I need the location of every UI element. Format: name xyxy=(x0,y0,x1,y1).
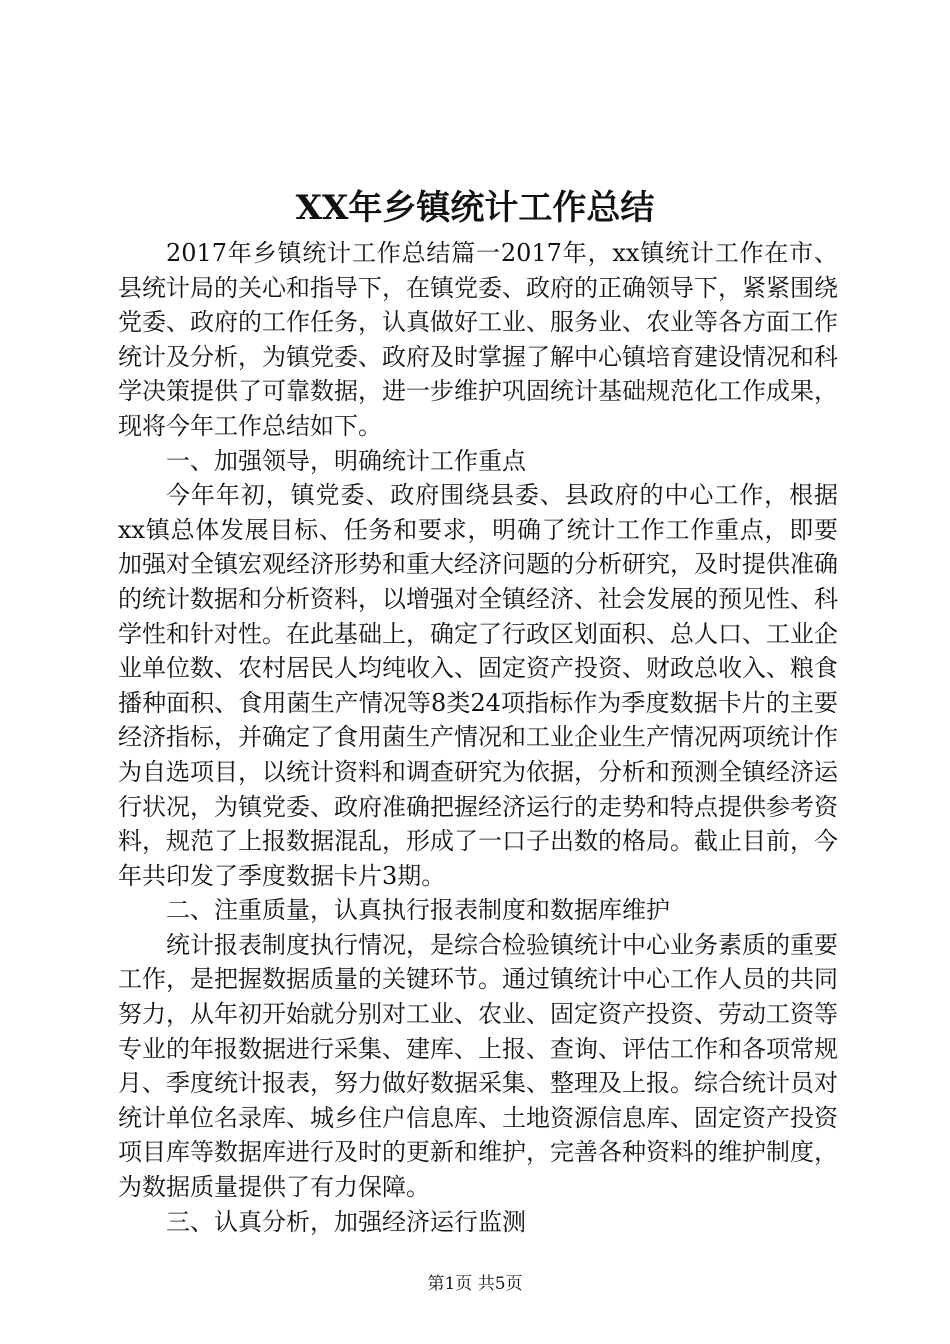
section-heading-2: 二、注重质量，认真执行报表制度和数据库维护 xyxy=(166,896,670,925)
paragraph-section-1: 今年年初，镇党委、政府围绕县委、县政府的中心工作，根据xx镇总体发展目标、任务和要求，明确了统计工作工作重点，即要加强对全镇宏观经济形势和重大经济问题的分析研究，及时提供准确的统计数据和分析资料，以增强对全镇经济、社会发展的预见性、科学性和针对性。在此基础上，确定了行政区划面积、总人口、工业企业单位数、农村居民人均纯收入、固定资产投资、财政总收入、粮食播种面积、食用菌生产情况等8类24项指标作为季度数据卡片的主要经济指标，并确定了食用菌生产情况和工业企业生产情况两项统计作为自选项目，以统计资料和调查研究为依据，分析和预测全镇经济运行状况，为镇党委、政府准确把握经济运行的走势和特点提供参考资料，规范了上报数据混乱，形成了一口子出数的格局。截止目前，今年共印发了季度数据卡片3期。 xyxy=(118,481,838,890)
section-heading-1: 一、加强领导，明确统计工作重点 xyxy=(166,446,526,475)
page-number-footer: 第1页 共5页 xyxy=(427,1274,523,1294)
document-title: XX年乡镇统计工作总结 xyxy=(295,188,655,228)
paragraph-section-2: 统计报表制度执行情况，是综合检验镇统计中心业务素质的重要工作，是把握数据质量的关键环节。通过镇统计中心工作人员的共同努力，从年初开始就分别对工业、农业、固定资产投资、劳动工资等专业的年报数据进行采集、建库、上报、查询、评估工作和各项常规月、季度统计报表，努力做好数据采集、整理及上报。综合统计员对统计单位名录库、城乡住户信息库、土地资源信息库、固定资产投资项目库等数据库进行及时的更新和维护，完善各种资料的维护制度，为数据质量提供了有力保障。 xyxy=(118,930,838,1202)
section-heading-3: 三、认真分析，加强经济运行监测 xyxy=(166,1207,526,1236)
document-body xyxy=(118,236,838,1239)
paragraph-intro: 2017年乡镇统计工作总结篇一2017年，xx镇统计工作在市、县统计局的关心和指导下，在镇党委、政府的正确领导下，紧紧围绕党委、政府的工作任务，认真做好工业、服务业、农业等各方面工作统计及分析，为镇党委、政府及时掌握了解中心镇培育建设情况和科学决策提供了可靠数据，进一步维护巩固统计基础规范化工作成果，现将今年工作总结如下。 xyxy=(118,239,838,440)
